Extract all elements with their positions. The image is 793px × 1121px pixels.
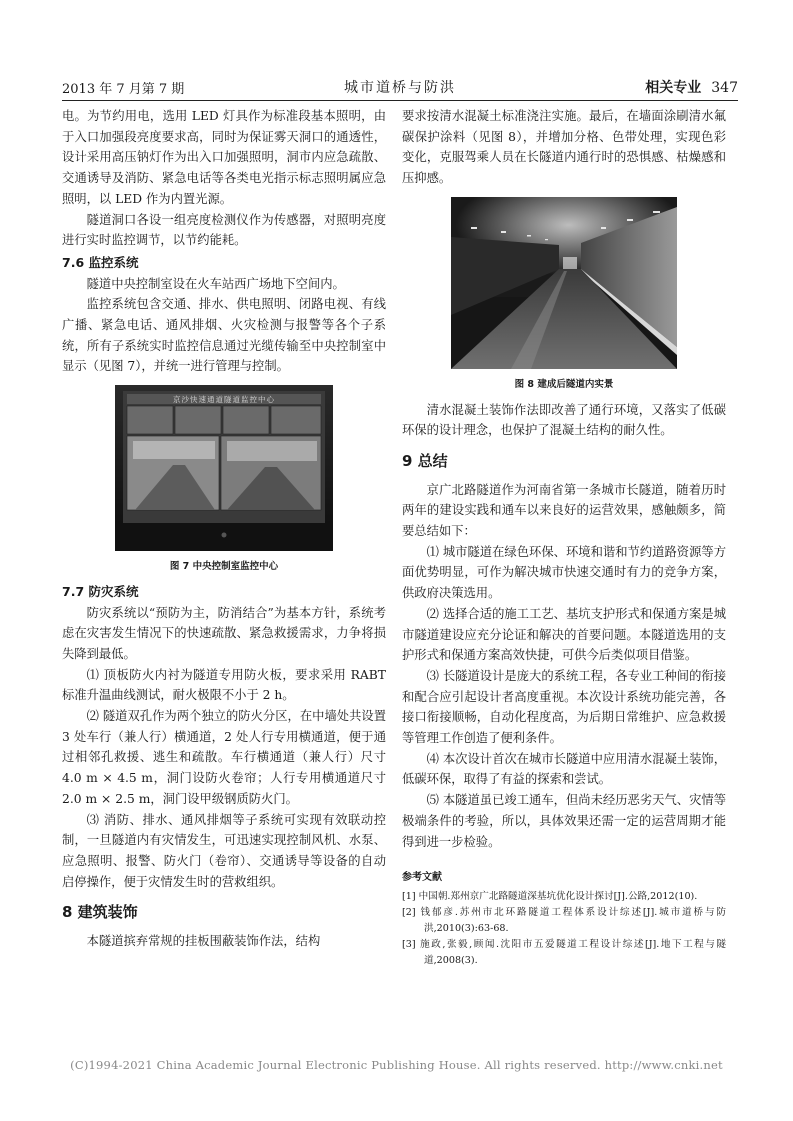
section-name: 相关专业	[645, 80, 702, 96]
right-column	[402, 106, 726, 969]
paragraph: 要求按清水混凝土标准浇注实施。最后，在墙面涂刷清水氟碳保护涂料（见图 8），并增加分格、色带处理，实现色彩变化，克服驾乘人员在长隧道内通行时的恐惧感、枯燥感和压抑感。	[402, 109, 726, 186]
list-item: ⑶ 消防、排水、通风排烟等子系统可实现有效联动控制，一旦隧道内有灾情发生，可迅速实现控制风机、水泵、应急照明、报警、防火门（卷帘）、交通诱导等设备的自动启停操作，便于灾情发生时的营救组织。	[62, 812, 386, 889]
subsection-heading-7-7: 7.7 防灾系统	[62, 583, 139, 599]
figure-8-caption: 图 8 建成后隧道内实景	[514, 378, 614, 390]
screen-title-text: 京沙快速通道隧道监控中心	[173, 395, 275, 405]
journal-name: 城市道桥与防洪	[344, 80, 456, 96]
figure-8	[402, 197, 726, 396]
list-item: ⑴ 顶板防火内衬为隧道专用防火板，要求采用 RABT 标准升温曲线测试，耐火极限不小于 2 h。	[62, 667, 386, 703]
paragraph: 京广北路隧道作为河南省第一条城市长隧道，随着历时两年的建设实践和通车以来良好的运营效果，感触颇多，简要总结如下：	[402, 482, 726, 539]
reference-item: [2] 钱郁彦.苏州市北环路隧道工程体系设计综述[J].城市道桥与防洪,2010(3):63-68.	[402, 906, 726, 934]
list-item: ⑶ 长隧道设计是庞大的系统工程，各专业工种间的衔接和配合应引起设计者高度重视。本次设计系统功能完善，各接口衔接顺畅，自动化程度高，为后期日常维护、应急救援等管理工作创造了便利条件。	[402, 668, 726, 746]
figure-7-caption: 图 7 中央控制室监控中心	[169, 561, 279, 573]
control-room-photo	[115, 385, 333, 551]
references-heading: 参考文献	[402, 872, 442, 884]
left-column	[62, 106, 386, 952]
list-item: ⑵ 选择合适的施工工艺、基坑支护形式和保通方案是城市隧道建设应充分论证和解决的首要问题。本隧道选用的支护形式和保通方案高效快捷，可供今后类似项目借鉴。	[402, 606, 726, 663]
tunnel-photo	[451, 197, 677, 369]
section-heading-8: 8 建筑装饰	[62, 903, 138, 922]
paragraph: 电。为节约用电，选用 LED 灯具作为标准段基本照明，由于入口加强段亮度要求高，同时为保证雾天洞口的通透性，设计采用高压钠灯作为出入口加强照明，洞市内应急疏散、交通诱导及消防、紧急电话等各类电光指示标志照明属应急照明，以 LED 作为内置光源。	[62, 109, 386, 206]
subsection-heading-7-6: 7.6 监控系统	[62, 254, 139, 270]
section-heading-9: 9 总结	[402, 451, 448, 470]
reference-item: [3] 施政,张毅,顾闻.沈阳市五爱隧道工程设计综述[J].地下工程与隧道,2008(3).	[402, 938, 726, 966]
section-and-page	[645, 77, 738, 97]
list-item: ⑵ 隧道双孔作为两个独立的防火分区，在中墙处共设置 3 处车行（兼人行）横通道，2 处人行专用横通道，便于通过相邻孔救援、逃生和疏散。车行横通道（兼人行）尺寸 4.0 m × 4.5 m，洞门设防火卷帘；人行专用横通道尺寸 2.0 m × 2.5 m，洞门设甲级钢质防火门。	[62, 709, 386, 806]
list-item: ⑷ 本次设计首次在城市长隧道中应用清水混凝土装饰，低碳环保，取得了有益的探索和尝试。	[402, 751, 726, 787]
paragraph: 清水混凝土装饰作法即改善了通行环境，又落实了低碳环保的设计理念，也保护了混凝土结构的耐久性。	[402, 402, 726, 438]
reference-item: [1] 中国朝.郑州京广北路隧道深基坑优化设计探讨[J].公路,2012(10).	[402, 890, 698, 902]
list-item: ⑴ 城市隧道在绿色环保、环境和谐和节约道路资源等方面优势明显，可作为解决城市快速交通时有力的竞争方案，供政府决策选用。	[402, 544, 726, 601]
list-item: ⑸ 本隧道虽已竣工通车，但尚未经历恶劣天气、灾情等极端条件的考验，所以，具体效果还需一定的运营周期才能得到进一步检验。	[402, 793, 726, 849]
copyright-footer: (C)1994-2021 China Academic Journal Electronic Publishing House. All rights reserved. http://www.cnki.net	[70, 1058, 723, 1072]
page-number: 347	[711, 80, 738, 96]
running-header	[62, 74, 738, 101]
paragraph: 防灾系统以“预防为主，防消结合”为基本方针，系统考虑在灾害发生情况下的快速疏散、紧急救援需求，力争将损失降到最低。	[62, 605, 386, 661]
paragraph: 隧道中央控制室设在火车站西广场地下空间内。	[86, 276, 345, 291]
issue-date: 2013 年 7 月第 7 期	[62, 82, 185, 97]
figure-7	[62, 385, 386, 578]
paragraph: 本隧道摈弃常规的挂板围蔽装饰作法，结构	[86, 934, 321, 949]
paragraph: 监控系统包含交通、排水、供电照明、闭路电视、有线广播、紧急电话、通风排烟、火灾检测与报警等各个子系统，所有子系统实时监控信息通过光缆传输至中央控制室中显示（见图 7），并统一进行管理与控制。	[62, 297, 386, 374]
paragraph: 隧道洞口各设一组亮度检测仪作为传感器，对照明亮度进行实时监控调节，以节约能耗。	[62, 212, 386, 248]
